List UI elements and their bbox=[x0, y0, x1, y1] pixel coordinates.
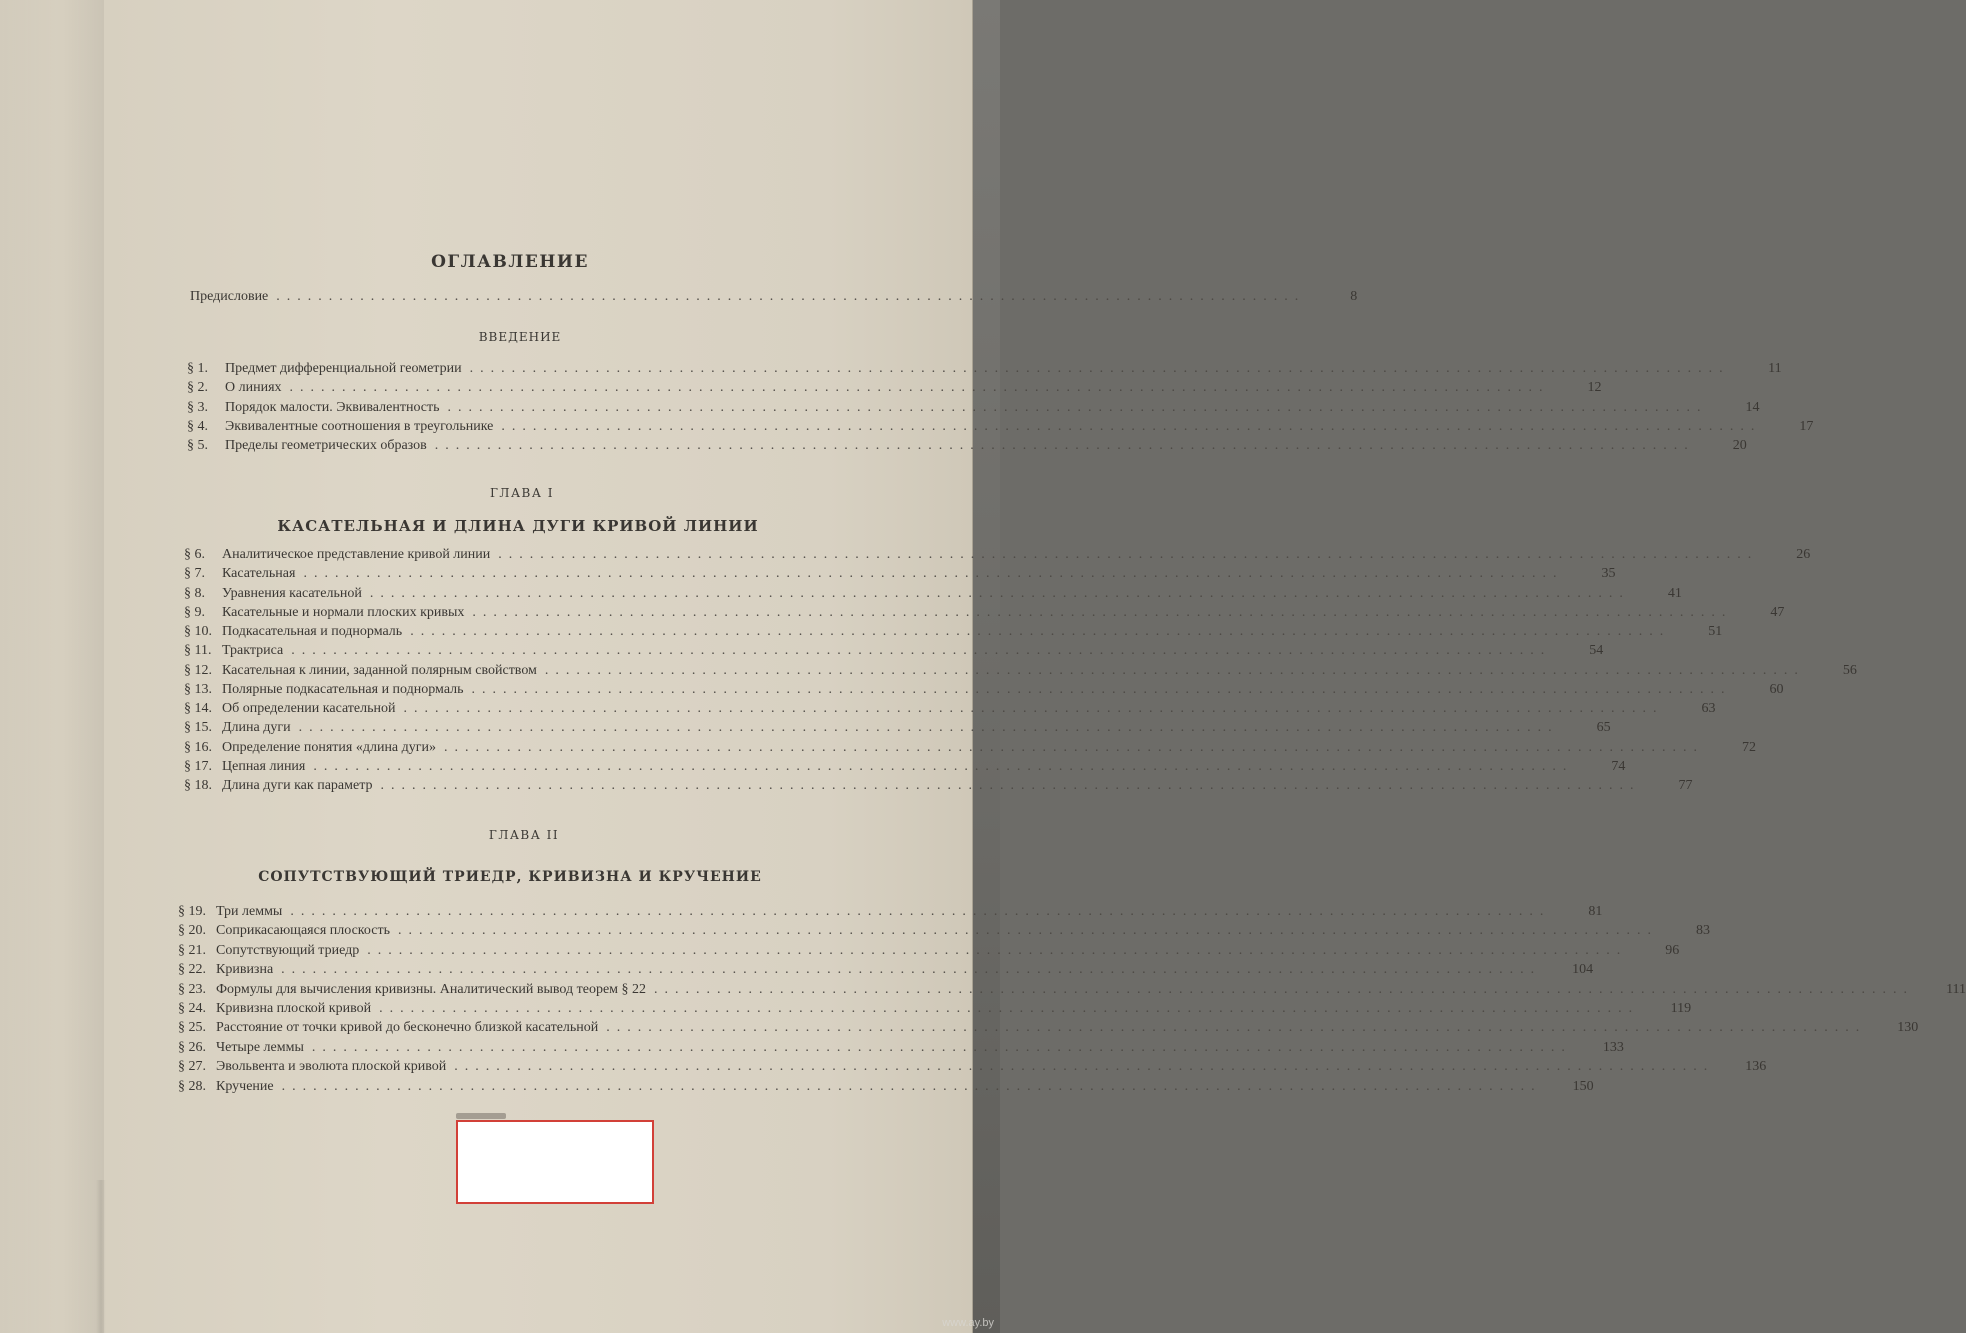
page-number: 20 bbox=[1732, 438, 1747, 454]
section-title: Кручение bbox=[216, 1078, 274, 1094]
chapter2-title: СОПУТСТВУЮЩИЙ ТРИЕДР, КРИВИЗНА И КРУЧЕНИЕ bbox=[258, 869, 762, 885]
page-number: 81 bbox=[1588, 904, 1603, 919]
leader-dots: ........................................................................................................................ bbox=[444, 739, 1705, 755]
section-number: § 14. bbox=[184, 701, 212, 716]
page-number: 77 bbox=[1678, 778, 1693, 793]
section-title: Трактриса bbox=[222, 643, 284, 659]
leader-dots: ........................................................................................................................ bbox=[606, 1020, 1867, 1036]
section-title: Длина дуги bbox=[222, 720, 291, 736]
leader-dots: ........................................................................................................................ bbox=[471, 681, 1732, 697]
section-number: § 3. bbox=[187, 399, 208, 415]
page-number: 74 bbox=[1611, 758, 1626, 774]
toc-entry bbox=[184, 623, 1723, 641]
page-number: 35 bbox=[1601, 566, 1616, 582]
chapter2-label: ГЛАВА II bbox=[488, 828, 560, 842]
section-number: § 15. bbox=[184, 720, 212, 736]
section-title: О линиях bbox=[225, 380, 282, 396]
section-title: Три леммы bbox=[216, 904, 283, 919]
section-number: § 23. bbox=[178, 981, 206, 997]
leader-dots: ........................................................................................................................ bbox=[654, 981, 1915, 997]
leader-dots: ........................................................................................................................ bbox=[469, 361, 1730, 376]
section-title: Касательная к линии, заданной полярным свойством bbox=[222, 662, 537, 678]
section-number: § 11. bbox=[184, 643, 212, 659]
leader-dots: ........................................................................................................................ bbox=[454, 1059, 1715, 1075]
leader-dots: ........................................................................................................................ bbox=[281, 1078, 1542, 1094]
section-title: Расстояние от точки кривой до бесконечно близкой касательной bbox=[216, 1020, 599, 1036]
watermark: www.ay.by bbox=[942, 1317, 994, 1329]
page-number: 51 bbox=[1708, 624, 1723, 639]
leader-dots: ........................................................................................................................ bbox=[281, 962, 1542, 978]
toc-entry bbox=[184, 546, 1811, 564]
section-title: Аналитическое представление кривой линии bbox=[222, 547, 491, 562]
leader-dots: ........................................................................................................................ bbox=[311, 1039, 1572, 1055]
section-title: Пределы геометрических образов bbox=[225, 438, 427, 454]
toc-entry bbox=[184, 700, 1716, 718]
leader-dots: .................................................................................................. bbox=[276, 289, 1306, 304]
leader-dots: ........................................................................................................................ bbox=[298, 720, 1559, 736]
page-number: 65 bbox=[1596, 720, 1611, 736]
section-number: § 18. bbox=[184, 778, 212, 793]
page-number: 54 bbox=[1589, 643, 1604, 659]
section-title: Касательная bbox=[222, 566, 296, 582]
page-number: 60 bbox=[1769, 681, 1784, 697]
toc-entry bbox=[184, 681, 1784, 699]
section-number: § 19. bbox=[178, 904, 206, 919]
toc-entry bbox=[187, 379, 1602, 397]
ink-blot bbox=[456, 1113, 506, 1119]
toc-entry bbox=[184, 662, 1857, 680]
section-number: § 16. bbox=[184, 739, 212, 755]
section-title: Четыре леммы bbox=[216, 1039, 304, 1055]
page-number: 47 bbox=[1770, 604, 1785, 620]
leader-dots: ........................................................................................................................ bbox=[501, 418, 1762, 434]
section-title: Эквивалентные соотношения в треугольнике bbox=[225, 418, 494, 434]
section-number: § 7. bbox=[184, 566, 205, 582]
chapter1-label: ГЛАВА I bbox=[489, 486, 554, 500]
section-title: Определение понятия «длина дуги» bbox=[222, 739, 437, 755]
section-title: Формулы для вычисления кривизны. Аналитический вывод теорем § 22 bbox=[216, 981, 647, 997]
toc-entry bbox=[184, 777, 1693, 795]
leader-dots: ........................................................................................................................ bbox=[472, 604, 1733, 620]
toc-entry bbox=[178, 1058, 1767, 1076]
preface-page: 8 bbox=[1350, 289, 1358, 304]
page-number: 83 bbox=[1695, 923, 1710, 939]
page-number: 72 bbox=[1742, 739, 1757, 755]
leader-dots: ........................................................................................................................ bbox=[303, 566, 1564, 582]
toc-entry bbox=[184, 758, 1626, 776]
leader-dots: ........................................................................................................................ bbox=[434, 438, 1695, 454]
toc-entry bbox=[178, 1019, 1919, 1037]
toc-entry bbox=[184, 604, 1785, 622]
page-number: 14 bbox=[1745, 399, 1760, 415]
section-title: Предмет дифференциальной геометрии bbox=[225, 361, 462, 376]
page-number: 150 bbox=[1572, 1078, 1594, 1094]
section-title: Цепная линия bbox=[222, 758, 306, 774]
section-title: Полярные подкасательная и поднормаль bbox=[222, 681, 464, 697]
toc-entry bbox=[184, 739, 1757, 757]
toc-entry bbox=[184, 719, 1611, 737]
leader-dots: ........................................................................................................................ bbox=[313, 758, 1574, 774]
section-title: Кривизна плоской кривой bbox=[216, 1001, 372, 1016]
section-title: Эвольвента и эволюта плоской кривой bbox=[216, 1059, 447, 1075]
leader-dots: ........................................................................................................................ bbox=[291, 643, 1552, 659]
toc-entry bbox=[187, 360, 1782, 378]
leader-dots: ........................................................................................................................ bbox=[379, 1001, 1640, 1016]
section-number: § 28. bbox=[178, 1078, 206, 1094]
section-number: § 21. bbox=[178, 942, 206, 958]
section-number: § 13. bbox=[184, 681, 212, 697]
page-number: 130 bbox=[1897, 1020, 1919, 1036]
section-number: § 26. bbox=[178, 1039, 206, 1055]
preface-entry bbox=[190, 288, 1358, 306]
page-number: 56 bbox=[1842, 662, 1857, 678]
section-number: § 25. bbox=[178, 1020, 206, 1036]
section-title: Касательные и нормали плоских кривых bbox=[222, 604, 465, 620]
section-title: Длина дуги как параметр bbox=[222, 778, 373, 793]
leader-dots: ........................................................................................................................ bbox=[289, 380, 1550, 396]
chapter1-title: КАСАТЕЛЬНАЯ И ДЛИНА ДУГИ КРИВОЙ ЛИНИИ bbox=[277, 517, 759, 535]
preface-label: Предисловие bbox=[190, 289, 269, 304]
toc-entry bbox=[178, 1078, 1594, 1096]
page-number: 63 bbox=[1701, 701, 1716, 716]
section-number: § 5. bbox=[187, 438, 208, 454]
page-number: 111 bbox=[1946, 981, 1966, 997]
section-number: § 27. bbox=[178, 1059, 206, 1075]
toc-entry bbox=[178, 942, 1680, 960]
section-number: § 20. bbox=[178, 923, 206, 939]
section-number: § 2. bbox=[187, 380, 208, 396]
page-number: 119 bbox=[1670, 1001, 1692, 1016]
toc-entry bbox=[178, 922, 1710, 940]
toc-entry bbox=[178, 961, 1594, 979]
toc-entry bbox=[184, 642, 1604, 660]
leader-dots: ........................................................................................................................ bbox=[397, 923, 1658, 939]
section-number: § 17. bbox=[184, 758, 212, 774]
section-number: § 9. bbox=[184, 604, 205, 620]
leader-dots: ........................................................................................................................ bbox=[290, 904, 1551, 919]
leader-dots: ........................................................................................................................ bbox=[403, 701, 1664, 716]
toc-entry bbox=[187, 418, 1814, 436]
section-number: § 24. bbox=[178, 1001, 206, 1016]
leader-dots: ........................................................................................................................ bbox=[447, 399, 1708, 415]
contents-title: ОГЛАВЛЕНИЕ bbox=[431, 252, 589, 272]
toc-entry bbox=[184, 585, 1682, 603]
section-number: § 8. bbox=[184, 585, 205, 601]
section-number: § 1. bbox=[187, 361, 208, 376]
toc-entry bbox=[178, 1039, 1624, 1057]
section-title: Соприкасающаяся плоскость bbox=[216, 923, 390, 939]
page-number: 96 bbox=[1665, 942, 1680, 958]
page-number: 26 bbox=[1796, 547, 1811, 562]
section-title: Подкасательная и поднормаль bbox=[222, 624, 403, 639]
redaction-box bbox=[456, 1120, 654, 1204]
section-title: Сопутствующий триедр bbox=[216, 942, 360, 958]
section-number: § 12. bbox=[184, 662, 212, 678]
page-number: 136 bbox=[1745, 1059, 1767, 1075]
leader-dots: ........................................................................................................................ bbox=[380, 778, 1641, 793]
page-shading bbox=[0, 0, 104, 1333]
page-number: 133 bbox=[1602, 1039, 1624, 1055]
page-number: 104 bbox=[1572, 962, 1594, 978]
section-title: Уравнения касательной bbox=[222, 585, 362, 601]
section-number: § 10. bbox=[184, 624, 212, 639]
section-number: § 22. bbox=[178, 962, 206, 978]
section-title: Порядок малости. Эквивалентность bbox=[225, 399, 440, 415]
introduction-heading: ВВЕДЕНИЕ bbox=[478, 330, 562, 344]
section-title: Об определении касательной bbox=[222, 701, 396, 716]
page-fold bbox=[96, 1180, 106, 1333]
page-number: 41 bbox=[1667, 585, 1682, 601]
toc-entry bbox=[187, 437, 1747, 455]
section-number: § 4. bbox=[187, 418, 208, 434]
section-title: Кривизна bbox=[216, 962, 274, 978]
leader-dots: ........................................................................................................................ bbox=[367, 942, 1628, 958]
page-number: 12 bbox=[1587, 380, 1602, 396]
page-number: 11 bbox=[1768, 361, 1782, 376]
toc-entry bbox=[184, 565, 1616, 583]
section-number: § 6. bbox=[184, 547, 205, 562]
leader-dots: ........................................................................................................................ bbox=[369, 585, 1630, 601]
leader-dots: ........................................................................................................................ bbox=[544, 662, 1805, 678]
toc-entry bbox=[187, 399, 1760, 417]
toc-entry bbox=[178, 981, 1966, 999]
leader-dots: ........................................................................................................................ bbox=[410, 624, 1671, 639]
toc-entry bbox=[178, 903, 1603, 921]
leader-dots: ........................................................................................................................ bbox=[498, 547, 1759, 562]
toc-entry bbox=[178, 1000, 1692, 1018]
page-number: 17 bbox=[1799, 418, 1814, 434]
